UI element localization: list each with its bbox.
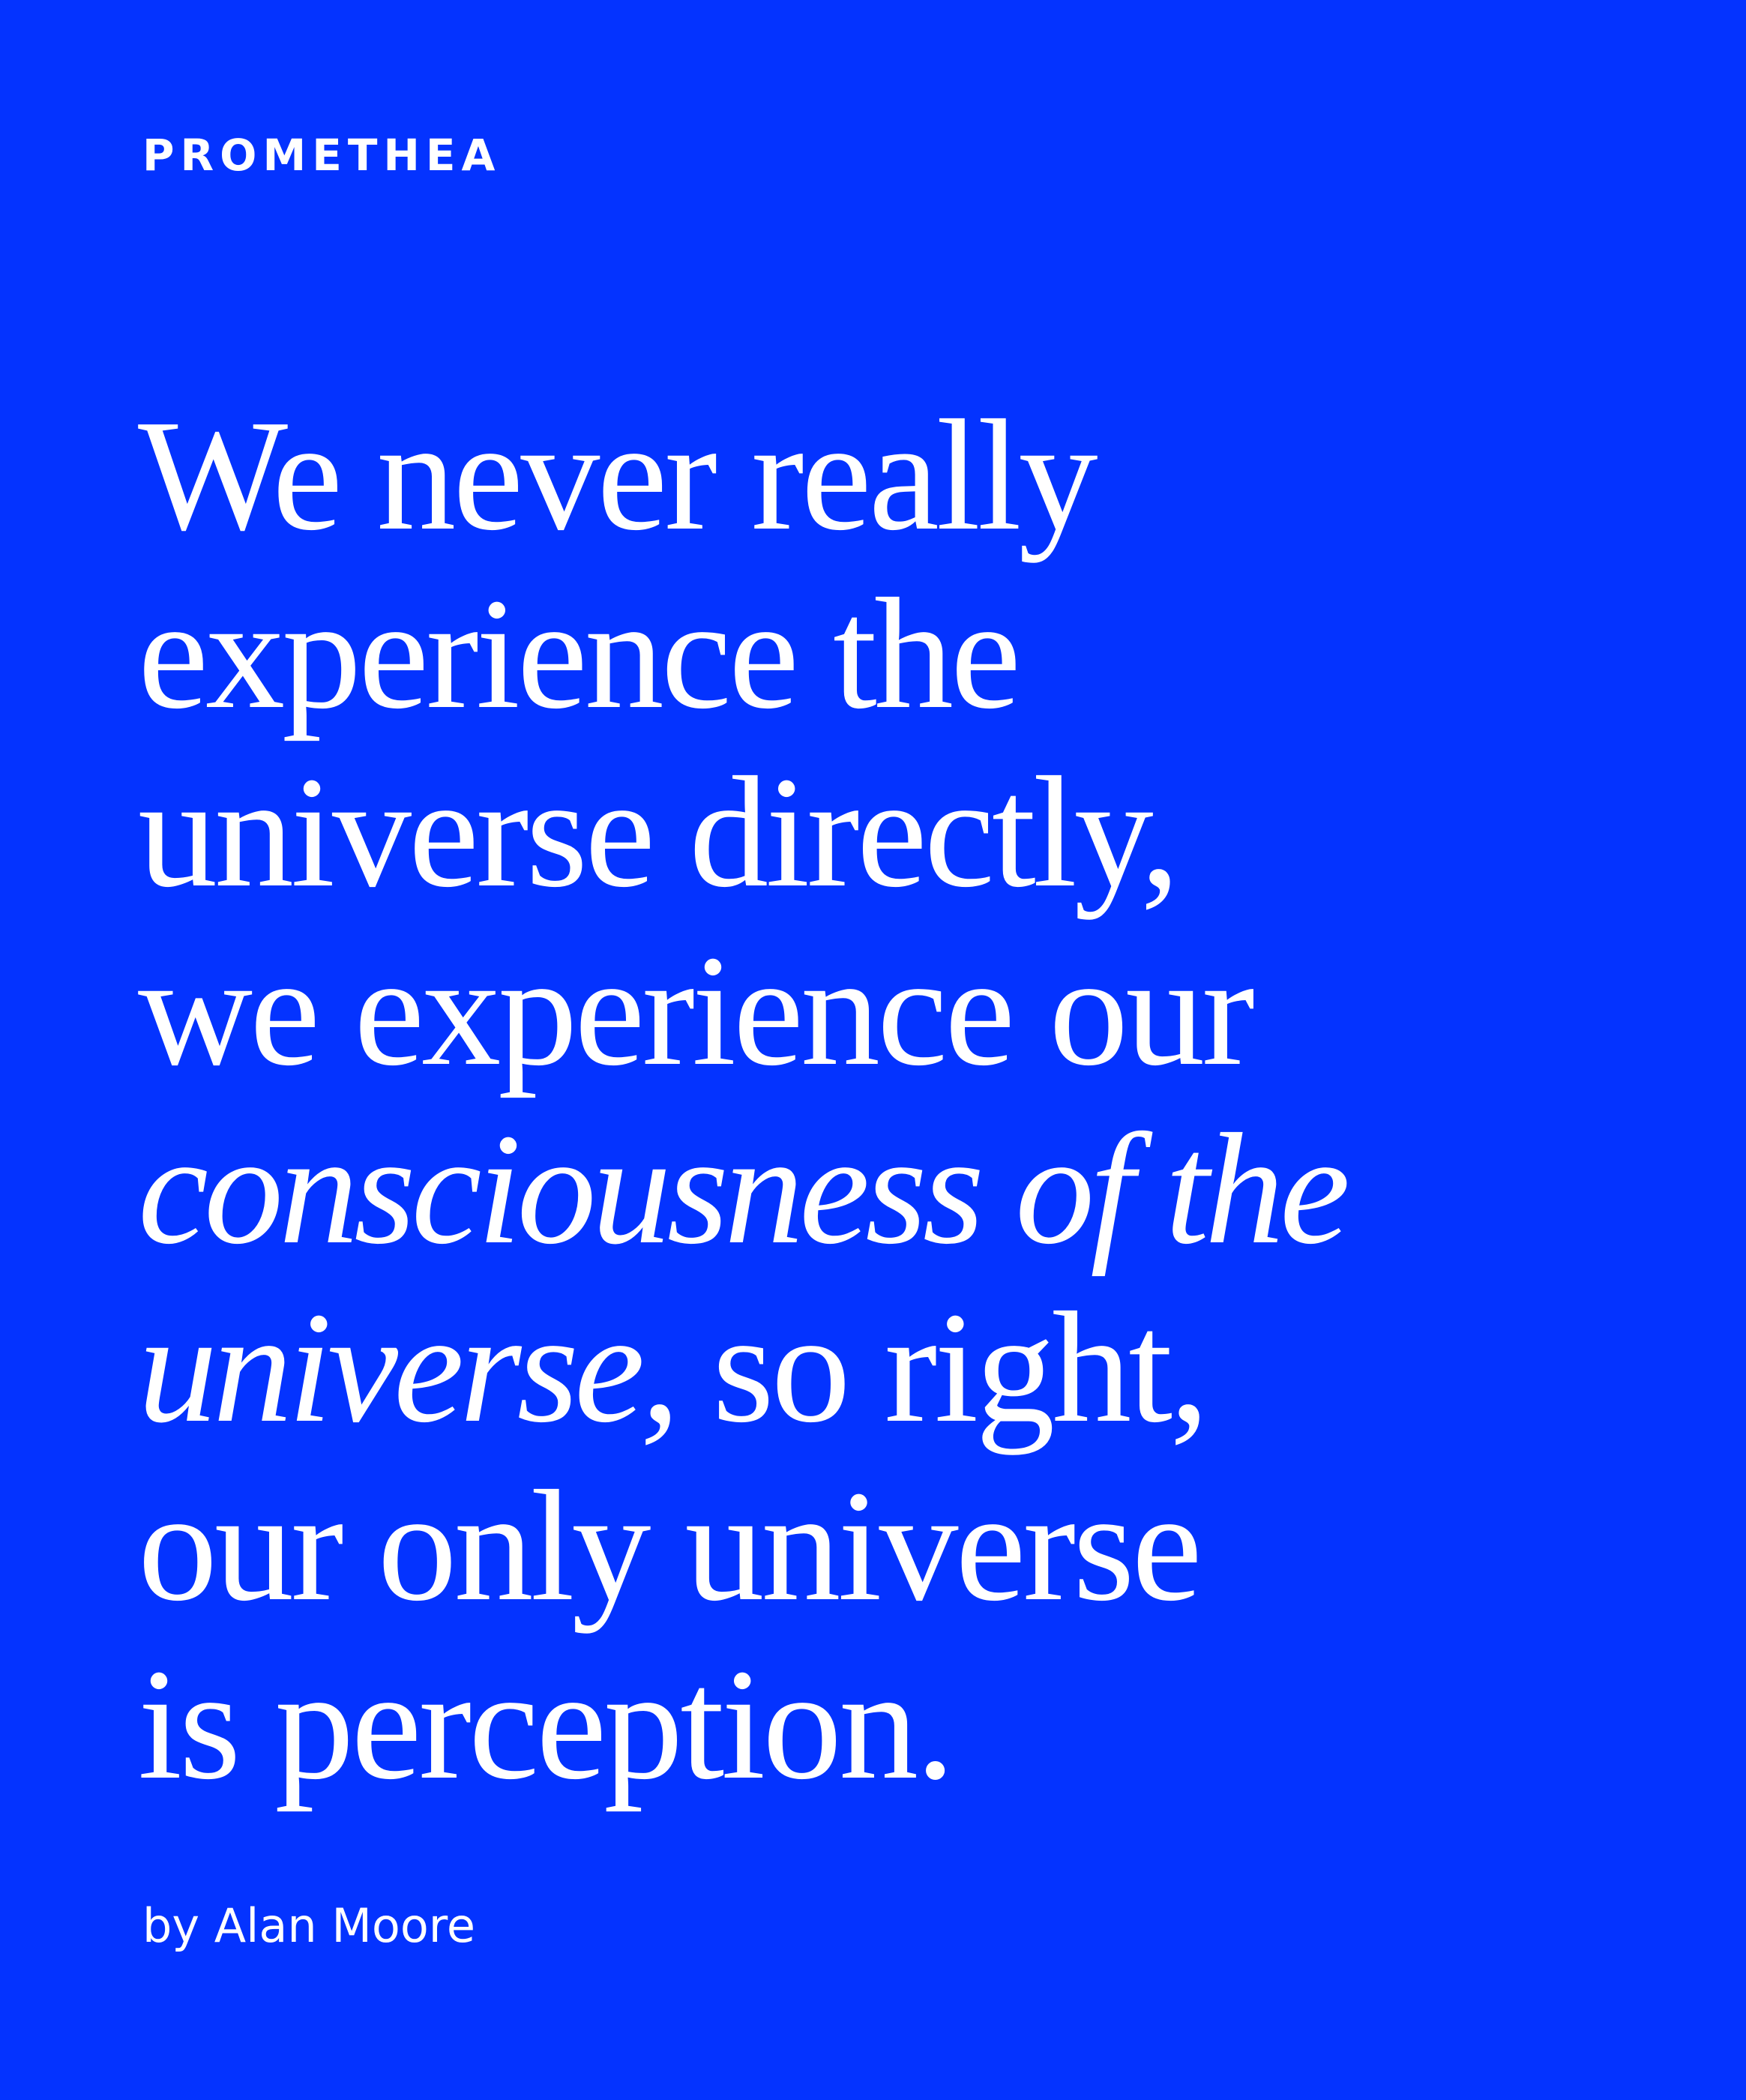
quote-line-7: our only universe [138,1457,1199,1634]
quote-line-6 [138,1278,1622,1457]
quote-line-6-italic: universe, [138,1279,676,1455]
attribution: by Alan Moore [142,1898,476,1953]
quote-line-8: is perception. [138,1636,953,1812]
quote-line-4: we experience our [138,922,1252,1098]
quote-line-5-italic: consciousness of the [138,1101,1346,1277]
quote-line-6-regular: so right, [675,1279,1207,1455]
quote-line-3: universe directly, [138,744,1177,920]
title-promethea: PROMETHEA [142,130,502,181]
quote-line-1: We never really [138,387,1095,563]
quote-text [138,386,1622,1814]
quote-line-2: experience the [138,565,1018,741]
